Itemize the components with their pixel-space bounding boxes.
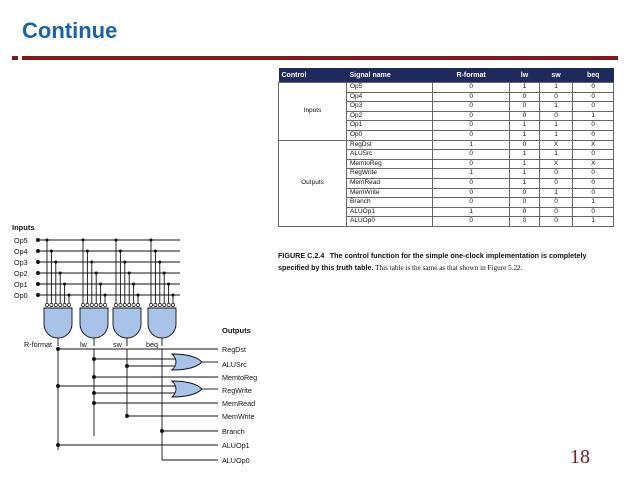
inverter-bubble	[136, 303, 139, 306]
value-cell: 0	[510, 111, 539, 121]
inverter-bubble	[149, 303, 152, 306]
inverter-bubble	[114, 303, 117, 306]
value-cell: 0	[539, 111, 573, 121]
value-cell: 0	[433, 159, 510, 169]
caption-figure-number: FIGURE C.2.4	[278, 251, 325, 260]
signal-name-cell: Op3	[347, 102, 433, 112]
value-cell: 1	[433, 207, 510, 217]
value-cell: 1	[573, 217, 614, 227]
inverter-bubble	[67, 303, 70, 306]
value-cell: 1	[433, 169, 510, 179]
output-label-aluop1: ALUOp1	[222, 441, 250, 450]
value-cell: X	[539, 140, 573, 150]
value-cell: 0	[573, 130, 614, 140]
value-cell: 1	[510, 130, 539, 140]
value-cell: 1	[510, 83, 539, 93]
slide-title: Continue	[22, 18, 118, 43]
value-cell: 0	[433, 111, 510, 121]
outputs-heading: Outputs	[222, 326, 251, 335]
signal-name-cell: Branch	[347, 198, 433, 208]
input-node	[37, 261, 40, 264]
tap-node	[100, 283, 102, 285]
header-sw: sw	[539, 68, 573, 83]
value-cell: 0	[573, 169, 614, 179]
and-gate-sw	[113, 308, 141, 338]
value-cell: 0	[433, 121, 510, 131]
tap-node	[91, 261, 93, 263]
value-cell: 0	[433, 102, 510, 112]
input-label-op3: Op3	[14, 258, 28, 267]
inverter-bubble	[81, 303, 84, 306]
signal-name-cell: MemWrite	[347, 188, 433, 198]
value-cell: 1	[510, 178, 539, 188]
value-cell: 1	[539, 188, 573, 198]
junction-node	[93, 402, 96, 405]
header-r-format: R-format	[433, 68, 510, 83]
output-label-regwrite: RegWrite	[222, 386, 252, 395]
value-cell: 1	[539, 102, 573, 112]
value-cell: 1	[510, 159, 539, 169]
junction-node	[126, 415, 129, 418]
value-cell: 0	[539, 217, 573, 227]
value-cell: 0	[433, 83, 510, 93]
tap-node	[50, 250, 52, 252]
value-cell: 1	[539, 83, 573, 93]
output-label-branch: Branch	[222, 427, 245, 436]
value-cell: 0	[573, 207, 614, 217]
input-node	[37, 272, 40, 275]
output-label-regdst: RegDst	[222, 345, 246, 354]
junction-node	[93, 392, 96, 395]
tap-node	[133, 283, 135, 285]
value-cell: 0	[539, 178, 573, 188]
tap-node	[159, 261, 161, 263]
value-cell: 0	[433, 188, 510, 198]
tap-node	[82, 239, 84, 241]
signal-name-cell: Op1	[347, 121, 433, 131]
inverter-bubble	[132, 303, 135, 306]
signal-name-cell: Op2	[347, 111, 433, 121]
junction-node	[57, 348, 60, 351]
tap-node	[55, 261, 57, 263]
caption-text: This table is the same as that shown in Figure 5.22.	[375, 264, 523, 272]
tap-node	[64, 283, 66, 285]
value-cell: X	[573, 140, 614, 150]
value-cell: 1	[539, 130, 573, 140]
output-label-alusrc: ALUSrc	[222, 360, 247, 369]
inverter-bubble	[54, 303, 57, 306]
input-label-op2: Op2	[14, 269, 28, 278]
tap-node	[154, 250, 156, 252]
junction-node	[93, 376, 96, 379]
value-cell: 0	[539, 207, 573, 217]
signal-name-cell: RegDst	[347, 140, 433, 150]
value-cell: 0	[433, 217, 510, 227]
gate-label-sw: sw	[113, 340, 122, 349]
tap-node	[59, 272, 61, 274]
tap-node	[163, 272, 165, 274]
and-gate-beq	[148, 308, 176, 338]
or-gate-alusrc	[172, 354, 202, 370]
value-cell: 0	[573, 121, 614, 131]
signal-name-cell: ALUOp0	[347, 217, 433, 227]
header-lw: lw	[510, 68, 539, 83]
junction-node	[161, 430, 164, 433]
tap-node	[172, 294, 174, 296]
header-signal-name: Signal name	[347, 68, 433, 83]
value-cell: 1	[510, 121, 539, 131]
value-cell: 0	[573, 92, 614, 102]
inverter-bubble	[119, 303, 122, 306]
value-cell: 1	[510, 150, 539, 160]
value-cell: 0	[573, 83, 614, 93]
value-cell: 0	[573, 102, 614, 112]
and-gate-lw	[80, 308, 108, 338]
output-label-memtoreg: MemtoReg	[222, 373, 258, 382]
inverter-bubble	[45, 303, 48, 306]
tap-node	[128, 272, 130, 274]
inverter-bubble	[95, 303, 98, 306]
input-label-op0: Op0	[14, 291, 28, 300]
junction-node	[126, 365, 129, 368]
junction-node	[57, 385, 60, 388]
inverter-bubble	[158, 303, 161, 306]
signal-name-cell: Op5	[347, 83, 433, 93]
group-label: Outputs	[279, 140, 347, 226]
value-cell: 0	[539, 169, 573, 179]
value-cell: 0	[510, 102, 539, 112]
signal-name-cell: MemtoReg	[347, 159, 433, 169]
group-label: Inputs	[279, 83, 347, 141]
signal-name-cell: MemRead	[347, 178, 433, 188]
value-cell: 0	[433, 150, 510, 160]
input-node	[37, 294, 40, 297]
value-cell: 0	[510, 217, 539, 227]
output-label-memwrite: MemWrite	[222, 412, 255, 421]
output-label-memread: MemRead	[222, 399, 256, 408]
signal-name-cell: Op4	[347, 92, 433, 102]
input-node	[37, 250, 40, 253]
value-cell: 0	[510, 140, 539, 150]
value-cell: 0	[573, 150, 614, 160]
tap-node	[86, 250, 88, 252]
tap-node	[124, 261, 126, 263]
input-label-op1: Op1	[14, 280, 28, 289]
value-cell: 1	[433, 140, 510, 150]
inverter-bubble	[123, 303, 126, 306]
inverter-bubble	[99, 303, 102, 306]
value-cell: 0	[539, 92, 573, 102]
tap-node	[150, 239, 152, 241]
tap-node	[46, 239, 48, 241]
tap-node	[137, 294, 139, 296]
value-cell: X	[573, 159, 614, 169]
value-cell: 0	[433, 92, 510, 102]
value-cell: 0	[433, 198, 510, 208]
value-cell: 1	[573, 111, 614, 121]
input-label-op5: Op5	[14, 236, 28, 245]
input-node	[37, 239, 40, 242]
value-cell: 0	[510, 92, 539, 102]
value-cell: 0	[573, 188, 614, 198]
value-cell: 0	[573, 178, 614, 188]
tap-node	[119, 250, 121, 252]
value-cell: 1	[573, 198, 614, 208]
gate-label-beq: beq	[146, 340, 158, 349]
inverter-bubble	[59, 303, 62, 306]
gate-label-r-format: R-format	[24, 340, 52, 349]
value-cell: 0	[433, 178, 510, 188]
tap-node	[115, 239, 117, 241]
value-cell: X	[539, 159, 573, 169]
output-label-aluop0: ALUOp0	[222, 456, 250, 465]
inverter-bubble	[171, 303, 174, 306]
signal-name-cell: Op0	[347, 130, 433, 140]
page-number: 18	[570, 446, 590, 468]
inverter-bubble	[163, 303, 166, 306]
tap-node	[104, 294, 106, 296]
input-label-op4: Op4	[14, 247, 28, 256]
inverter-bubble	[50, 303, 53, 306]
inverter-bubble	[154, 303, 157, 306]
inverter-bubble	[167, 303, 170, 306]
gate-label-lw: lw	[80, 340, 87, 349]
value-cell: 1	[539, 121, 573, 131]
and-gate-r-format	[44, 308, 72, 338]
inputs-heading: Inputs	[12, 223, 35, 232]
header-beq: beq	[573, 68, 614, 83]
value-cell: 0	[510, 207, 539, 217]
signal-name-cell: ALUSrc	[347, 150, 433, 160]
inverter-bubble	[103, 303, 106, 306]
value-cell: 0	[539, 198, 573, 208]
junction-node	[93, 358, 96, 361]
value-cell: 1	[539, 150, 573, 160]
tap-node	[95, 272, 97, 274]
inverter-bubble	[90, 303, 93, 306]
input-node	[37, 283, 40, 286]
junction-node	[57, 444, 60, 447]
value-cell: 1	[510, 169, 539, 179]
signal-name-cell: ALUOp1	[347, 207, 433, 217]
tap-node	[168, 283, 170, 285]
or-gate-regwrite	[172, 381, 202, 397]
value-cell: 0	[433, 130, 510, 140]
header-control: Control	[279, 68, 347, 83]
signal-name-cell: RegWrite	[347, 169, 433, 179]
inverter-bubble	[86, 303, 89, 306]
value-cell: 0	[510, 188, 539, 198]
caption-bold-text: The control function for the simple one-clock implementation is completely specified by this truth table.	[278, 251, 587, 272]
inverter-bubble	[63, 303, 66, 306]
tap-node	[68, 294, 70, 296]
value-cell: 0	[510, 198, 539, 208]
inverter-bubble	[128, 303, 131, 306]
